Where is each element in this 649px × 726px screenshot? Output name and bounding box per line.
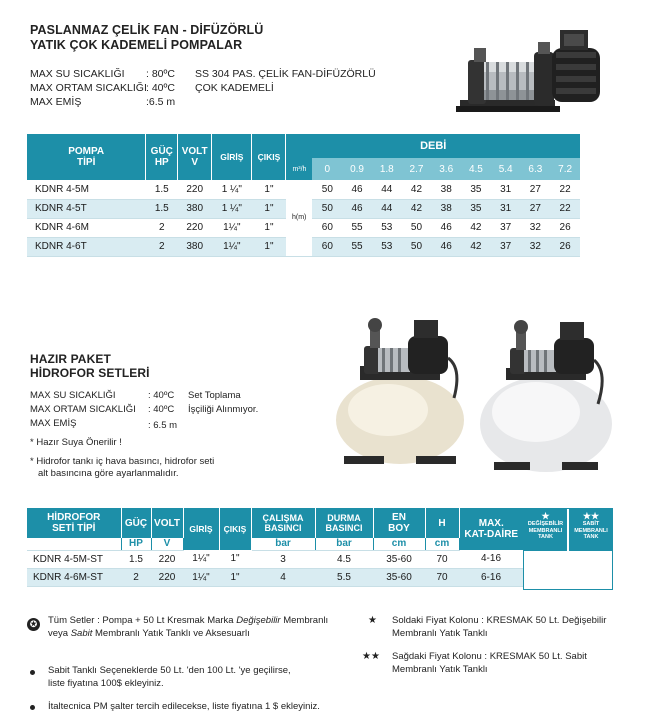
spec-value: : 40ºC [146,82,175,94]
cell-outlet: 1" [252,237,286,256]
circle-star-icon: ✪ [27,618,40,631]
cell-height: 70 [425,550,459,568]
cell-outlet: 1" [219,568,251,586]
spec-note: ÇOK KADEMELİ [195,82,274,94]
flow-value: 4.5 [461,158,491,180]
cell-head: 32 [521,237,551,256]
cell-head: 46 [431,218,461,237]
flow-value: 7.2 [550,158,580,180]
cell-head: 27 [521,199,551,218]
spec-value: : 40ºC [148,404,175,415]
cell-volt: 220 [178,180,212,199]
booster-set-table [27,508,523,587]
cell-head: 60 [312,237,342,256]
cell-head: 37 [491,237,521,256]
col-height: H [425,508,459,538]
note-tank-pressure-2: alt basıncına göre ayarlanmalıdır. [38,468,179,479]
cell-hp: 2 [146,218,178,237]
unit-flow: m³/h [286,158,313,180]
cell-head: 44 [372,180,402,199]
spec-note: İşçiliği Alınmıyor. [188,404,259,415]
cell-outlet: 1" [219,550,251,568]
cell-max-units: 4-16 [459,550,523,568]
cell-head: 26 [550,218,580,237]
col-power: GÜÇ HP [146,134,178,180]
col-working-pressure: ÇALIŞMA BASINCI [251,508,315,538]
flow-value: 2.7 [402,158,432,180]
unit-bar: bar [315,538,373,550]
cell-hp: 2 [146,237,178,256]
cell-outlet: 1" [252,218,286,237]
spec-label: MAX EMİŞ [30,418,77,429]
cell-head: 31 [491,180,521,199]
cell-working-pressure: 4 [251,568,315,586]
col-voltage: VOLT [151,508,183,538]
cell-head: 38 [431,199,461,218]
star-icon: ★ [368,615,377,626]
cell-inlet: 1 ¼" [212,199,252,218]
footnote-left-price-column: Soldaki Fiyat Kolonu : KRESMAK 50 Lt. Değişebilir Membranlı Yatık Tanklı [392,615,607,639]
flow-value: 1.8 [372,158,402,180]
cell-inlet: 1¼" [183,550,219,568]
spec-label: MAX EMİŞ [30,96,82,108]
cell-volt: 220 [178,218,212,237]
cell-type: KDNR 4-6T [27,237,146,256]
table-row [27,550,523,568]
spec-value: : 6.5 m [148,420,178,431]
cell-head: 32 [521,218,551,237]
cell-outlet: 1" [252,180,286,199]
cell-working-pressure: 3 [251,550,315,568]
spec-value: : 40ºC [148,390,175,401]
flow-value: 3.6 [431,158,461,180]
cell-hp: 1.5 [146,199,178,218]
cell-height: 70 [425,568,459,586]
cell-head: 42 [461,218,491,237]
cell-head: 35 [461,180,491,199]
col-power: GÜÇ [121,508,151,538]
cell-hp: 1.5 [121,550,151,568]
cell-type: KDNR 4-6M-ST [27,568,121,586]
col-voltage: VOLT V [178,134,212,180]
section1-title-line2: YATIK ÇOK KADEMELİ POMPALAR [30,38,243,52]
section2-title-line1: HAZIR PAKET [30,352,111,366]
unit-cm: cm [425,538,459,550]
col-max-units: MAX. KAT-DAİRE [459,508,523,550]
unit-volt: V [151,538,183,550]
col-outlet: ÇIKIŞ [252,134,286,180]
booster-set-image-cream-tank [330,308,470,480]
col-width-length: EN BOY [373,508,425,538]
bullet-icon [30,705,35,710]
unit-head: h(m) [286,180,313,256]
cell-head: 42 [402,199,432,218]
note-recommended: * Hazır Suya Önerilir ! [30,437,122,448]
unit-hp: HP [121,538,151,550]
star-icon: ★ [541,511,550,521]
cell-head: 22 [550,180,580,199]
cell-inlet: 1¼" [212,218,252,237]
flow-value: 0.9 [342,158,372,180]
footnote-all-sets: Tüm Setler : Pompa + 50 Lt Kresmak Marka Değişebilir Membranlı veya Sabit Membranlı Yatık Tanklı ve Aksesuarlı [48,615,329,639]
flow-value: 6.3 [521,158,551,180]
cell-volt: 220 [151,568,183,586]
cell-head: 46 [342,199,372,218]
cell-head: 46 [431,237,461,256]
cell-type: KDNR 4-6M [27,218,146,237]
horizontal-pump-image [450,12,615,124]
cell-head: 50 [402,218,432,237]
spec-label: MAX ORTAM SICAKLIĞI [30,404,136,415]
cell-stop-pressure: 4.5 [315,550,373,568]
col-pump-type: POMPA TİPİ [27,134,146,180]
footnote-pm-switch: İtaltecnica PM şalter tercih edilecekse, liste fiyatına 1 $ ekleyiniz. [48,701,320,712]
cell-type: KDNR 4-5M-ST [27,550,121,568]
cell-volt: 380 [178,237,212,256]
footnote-right-price-column: Sağdaki Fiyat Kolonu : KRESMAK 50 Lt. Sabit Membranlı Yatık Tanklı [392,651,587,675]
cell-head: 37 [491,218,521,237]
spec-label: MAX SU SICAKLIĞI [30,390,116,401]
col-outlet: ÇIKIŞ [219,508,251,550]
cell-head: 53 [372,237,402,256]
cell-type: KDNR 4-5T [27,199,146,218]
cell-volt: 380 [178,199,212,218]
section2-title-line2: HİDROFOR SETLERİ [30,366,150,380]
spec-value: :6.5 m [146,96,176,108]
bullet-icon [30,670,35,675]
cell-head: 22 [550,199,580,218]
double-star-icon: ★★ [362,651,380,662]
cell-head: 42 [402,180,432,199]
booster-set-image-white-tank [476,312,616,484]
cell-head: 50 [312,199,342,218]
cell-head: 44 [372,199,402,218]
cell-width-length: 35-60 [373,568,425,586]
cell-width-length: 35-60 [373,550,425,568]
spec-note: SS 304 PAS. ÇELİK FAN-DİFÜZÖRLÜ [195,68,376,80]
col-inlet: GİRİŞ [212,134,252,180]
unit-cm: cm [373,538,425,550]
cell-inlet: 1¼" [183,568,219,586]
price-column-fixed-tank: ★★ SABİT MEMBRANLI TANK [569,509,613,551]
pump-spec-table [27,134,580,257]
spec-value: : 80ºC [146,68,175,80]
flow-value: 5.4 [491,158,521,180]
cell-head: 46 [342,180,372,199]
cell-hp: 1.5 [146,180,178,199]
cell-head: 27 [521,180,551,199]
cell-head: 31 [491,199,521,218]
cell-inlet: 1 ¼" [212,180,252,199]
col-set-type: HİDROFOR SETİ TİPİ [27,508,121,538]
price-column-changeable-tank: ★ DEĞİŞEBİLİR MEMBRANLI TANK [524,509,568,551]
col-inlet: GİRİŞ [183,508,219,550]
cell-max-units: 6-16 [459,568,523,586]
cell-head: 38 [431,180,461,199]
double-star-icon: ★★ [582,511,600,521]
col-flow-group: DEBİ [286,134,580,158]
section1-title-line1: PASLANMAZ ÇELİK FAN - DİFÜZÖRLÜ [30,23,264,37]
cell-outlet: 1" [252,199,286,218]
cell-head: 26 [550,237,580,256]
price-columns [523,508,613,590]
cell-head: 60 [312,218,342,237]
cell-head: 35 [461,199,491,218]
cell-hp: 2 [121,568,151,586]
cell-head: 53 [372,218,402,237]
cell-stop-pressure: 5.5 [315,568,373,586]
cell-head: 50 [402,237,432,256]
flow-value: 0 [312,158,342,180]
spec-note: Set Toplama [188,390,241,401]
cell-head: 55 [342,237,372,256]
note-tank-pressure-1: * Hidrofor tankı iç hava basıncı, hidrofor seti [30,456,215,467]
table-row [27,180,580,199]
cell-head: 50 [312,180,342,199]
cell-volt: 220 [151,550,183,568]
footnote-fixed-tank: Sabit Tanklı Seçeneklerde 50 Lt. 'den 100 Lt. 'ye geçilirse, liste fiyatına 100$ ekleyiniz. [48,665,291,689]
spec-label: MAX ORTAM SICAKLIĞI [30,82,147,94]
cell-head: 42 [461,237,491,256]
cell-head: 55 [342,218,372,237]
unit-bar: bar [251,538,315,550]
spec-label: MAX SU SICAKLIĞI [30,68,125,80]
table-row [27,568,523,586]
col-stop-pressure: DURMA BASINCI [315,508,373,538]
cell-inlet: 1¼" [212,237,252,256]
cell-type: KDNR 4-5M [27,180,146,199]
